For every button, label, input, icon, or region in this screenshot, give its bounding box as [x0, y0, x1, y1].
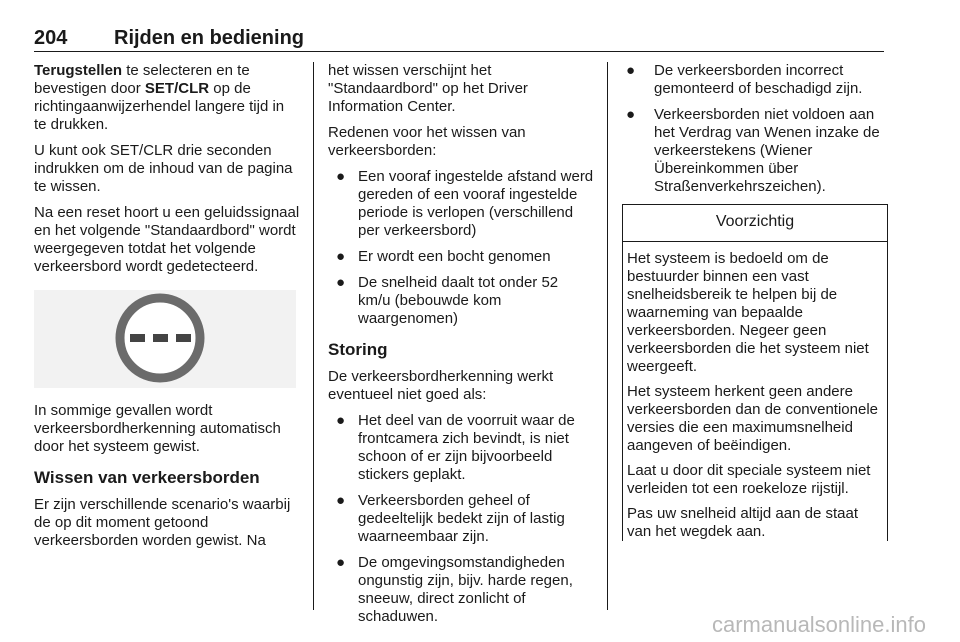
list-item: ● De verkeersborden incorrect gemonteerd of beschadigd zijn. [626, 62, 863, 97]
list-item: ● Verkeersborden geheel of gedeeltelijk bedekt zijn of lastig waarneembaar zijn. [336, 492, 565, 545]
bullet-icon: ● [336, 492, 346, 509]
standard-sign-figure [34, 290, 296, 388]
caution-paragraph: Het systeem herkent geen andere verkeersborden dan de conventionele versies die een maximumsnelheid aangeven of beëindigen. [627, 383, 879, 454]
list-item: ● De omgevingsomstandigheden ongunstig zijn, bijv. harde regen, sneeuw, direct zonlicht of schaduwen. [336, 554, 573, 625]
reset-signal-paragraph: Na een reset hoort u een geluidssignaal en het volgende "Standaardbord" wordt weergegeven totdat het volgende verkeersbord wordt gedetecteerd. [34, 204, 300, 275]
chapter-title: Rijden en bediening [114, 27, 305, 49]
column-1 [34, 62, 300, 558]
caution-title: Voorzichtig [623, 205, 887, 242]
column-3 [622, 62, 888, 548]
column-2 [328, 62, 594, 634]
list-item: ● Het deel van de voorruit waar de frontcamera zich bevindt, is niet schoon of er zijn bijvoorbeeld stickers geplakt. [336, 412, 575, 483]
bullet-icon: ● [336, 554, 346, 571]
scenarios-paragraph: Er zijn verschillende scenario's waarbij de op dit moment getoond verkeersborden worden gewist. Na [34, 496, 291, 549]
reasons-list [328, 168, 594, 328]
section-heading-clearing: Wissen van verkeersborden [34, 468, 260, 487]
fault-intro: De verkeersbordherkenning werkt eventueel niet goed als: [328, 368, 554, 403]
caution-paragraph: Laat u door dit speciale systeem niet verleiden tot een roekeloze rijstijl. [627, 462, 871, 497]
list-item: ● De snelheid daalt tot onder 52 km/u (bebouwde kom waargenomen) [336, 274, 559, 327]
list-item: ● Verkeersborden niet voldoen aan het Verdrag van Wenen inzake de verkeerstekens (Wiener Übereinkommen über Straßenverkehrszeichen). [626, 106, 880, 195]
clear-page-paragraph: U kunt ook SET/CLR drie seconden indrukken om de inhoud van de pagina te wissen. [34, 142, 293, 195]
caution-box [622, 204, 888, 541]
after-clear-paragraph: het wissen verschijnt het "Standaardbord" op het Driver Information Center. [328, 62, 528, 115]
bullet-icon: ● [626, 106, 636, 123]
column-divider-2 [607, 62, 608, 610]
bullet-icon: ● [626, 62, 636, 79]
list-item: ● Een vooraf ingestelde afstand werd gereden of een vooraf ingestelde periode is verlopen (verschillend per verkeersbord) [336, 168, 594, 239]
header-divider [34, 51, 884, 52]
reset-paragraph: Terugstellen te selecteren en te bevestigen door SET/CLR op de richtingaanwijzerhendel langere tijd in te drukken. [34, 62, 285, 133]
standard-sign-dashes-icon [34, 290, 296, 388]
faults-list-continued [622, 62, 888, 196]
caution-paragraph: Pas uw snelheid altijd aan de staat van het wegdek aan. [627, 505, 858, 540]
caution-body [623, 242, 887, 541]
faults-list [328, 412, 594, 626]
section-heading-fault: Storing [328, 340, 388, 359]
auto-clear-paragraph: In sommige gevallen wordt verkeersbordherkenning automatisch door het systeem gewist. [34, 402, 281, 455]
bullet-icon: ● [336, 168, 346, 185]
bullet-icon: ● [336, 412, 346, 429]
caution-paragraph: Het systeem is bedoeld om de bestuurder binnen een vast snelheidsbereik te helpen bij de waarneming van bepaalde verkeersborden. Negeer geen verkeersborden die het systeem niet weergeeft. [627, 250, 869, 375]
watermark: carmanualsonline.info [711, 612, 926, 637]
page-header [34, 26, 884, 50]
page-number: 204 [34, 27, 68, 49]
bullet-icon: ● [336, 248, 346, 265]
reasons-intro: Redenen voor het wissen van verkeersborden: [328, 124, 526, 159]
list-item: ● Er wordt een bocht genomen [336, 248, 551, 265]
column-divider-1 [313, 62, 314, 610]
bullet-icon: ● [336, 274, 346, 291]
